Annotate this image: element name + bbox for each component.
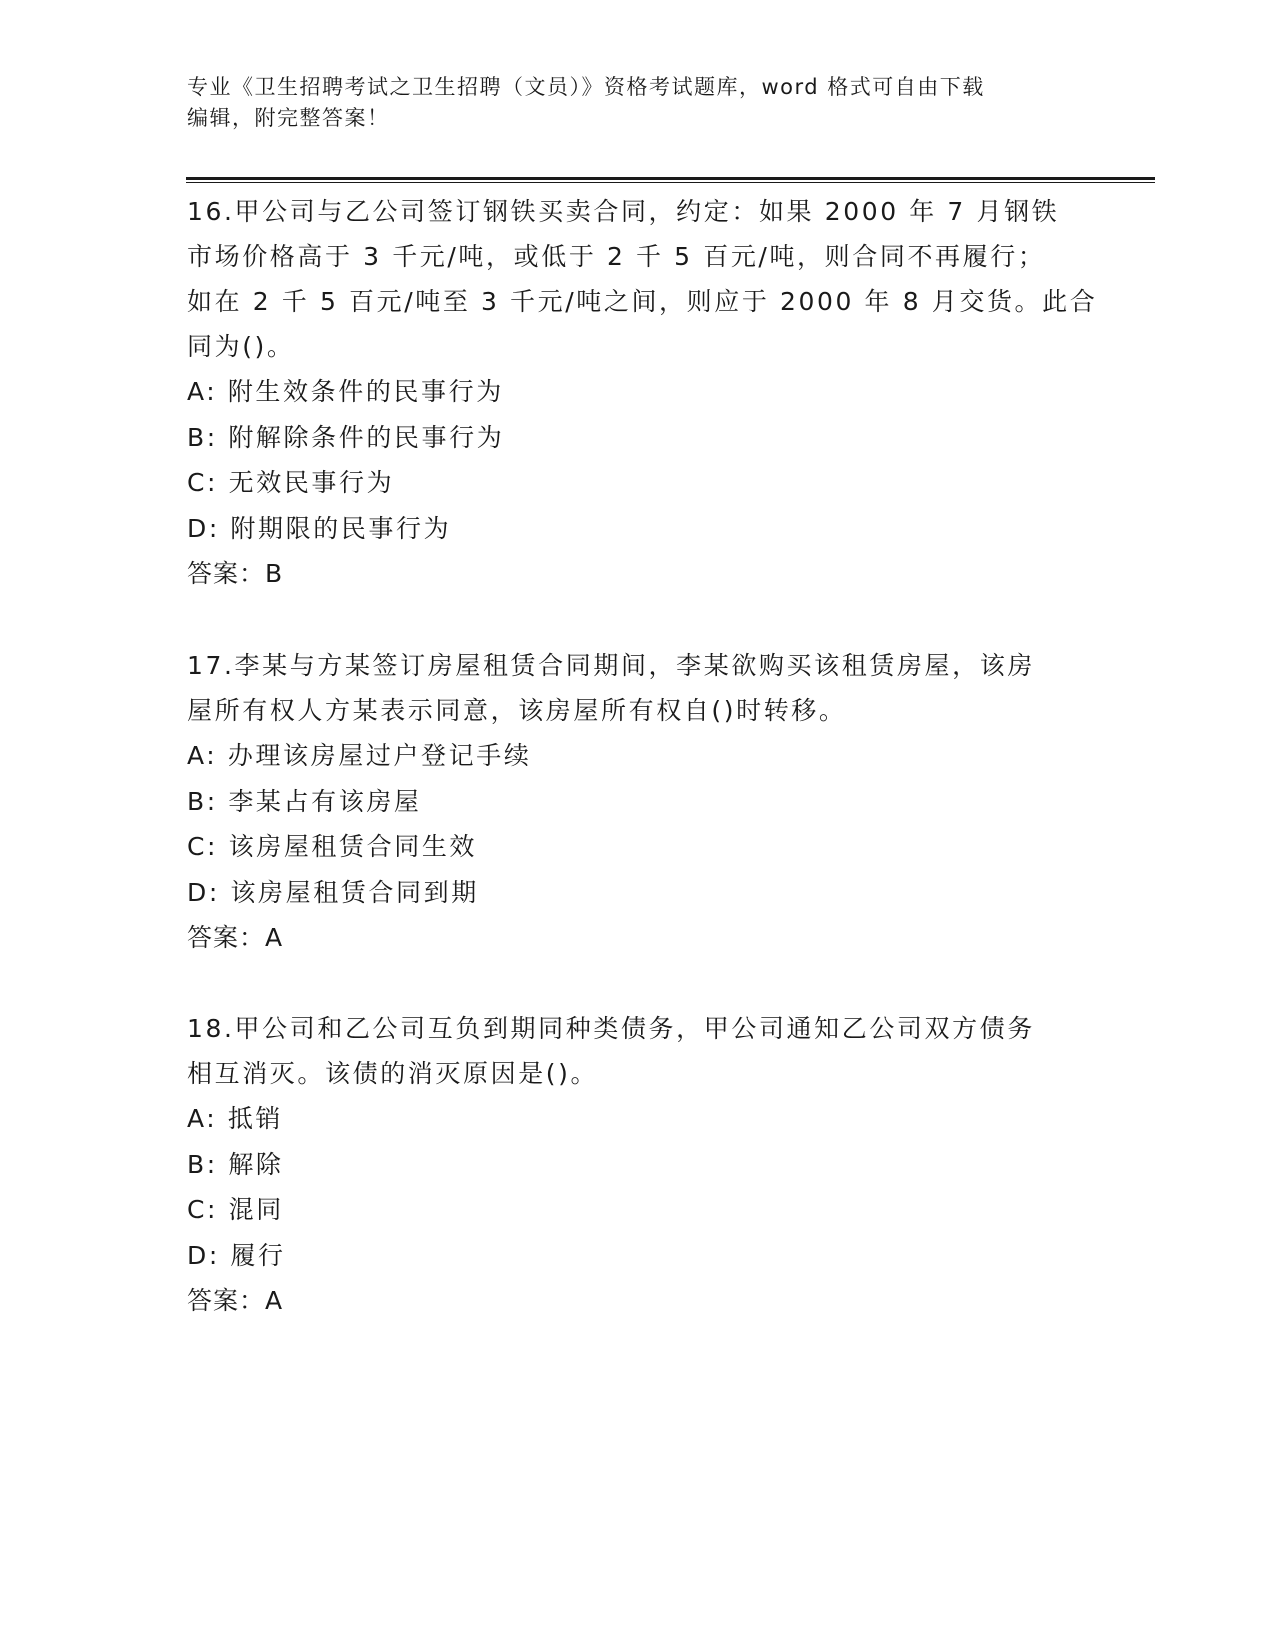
answer-text: 答案：A	[187, 1286, 284, 1315]
question-text-line: 同为()。	[187, 332, 295, 361]
question-text-line: 17.李某与方某签订房屋租赁合同期间，李某欲购买该租赁房屋，该房	[187, 651, 1035, 680]
question-text-line: 16.甲公司与乙公司签订钢铁买卖合同，约定：如果 2000 年 7 月钢铁	[187, 197, 1060, 226]
header-line: 专业《卫生招聘考试之卫生招聘（文员）》资格考试题库，word 格式可自由下载	[187, 75, 985, 99]
question-16	[187, 189, 1098, 596]
option-c: C: 该房屋租赁合同生效	[187, 832, 478, 861]
option-b: B: 附解除条件的民事行为	[187, 422, 505, 452]
option-b: B: 李某占有该房屋	[187, 786, 422, 816]
answer-text: 答案：A	[187, 923, 284, 952]
option-c: C: 无效民事行为	[187, 468, 395, 497]
header-divider-thick	[186, 177, 1155, 180]
question-17	[187, 643, 1087, 960]
option-d: D: 履行	[187, 1240, 286, 1270]
option-c: C: 混同	[187, 1195, 284, 1224]
option-d: D: 该房屋租赁合同到期	[187, 877, 479, 907]
question-text-line: 市场价格高于 3 千元/吨，或低于 2 千 5 百元/吨，则合同不再履行；	[187, 242, 1046, 271]
option-a: A: 办理该房屋过户登记手续	[187, 741, 532, 770]
question-18	[187, 1006, 1087, 1323]
question-text-line: 屋所有权人方某表示同意，该房屋所有权自()时转移。	[187, 696, 847, 725]
document-header	[187, 72, 1067, 134]
question-text-line: 如在 2 千 5 百元/吨至 3 千元/吨之间，则应于 2000 年 8 月交货。此合	[187, 287, 1098, 316]
header-line: 编辑，附完整答案！	[187, 106, 390, 130]
question-text-line: 18.甲公司和乙公司互负到期同种类债务，甲公司通知乙公司双方债务	[187, 1014, 1035, 1043]
answer-text: 答案：B	[187, 559, 284, 588]
question-text-line: 相互消灭。该债的消灭原因是()。	[187, 1059, 599, 1088]
header-divider-thin	[186, 182, 1155, 183]
option-d: D: 附期限的民事行为	[187, 513, 452, 543]
option-a: A: 抵销	[187, 1104, 284, 1133]
option-b: B: 解除	[187, 1149, 284, 1179]
option-a: A: 附生效条件的民事行为	[187, 377, 504, 406]
